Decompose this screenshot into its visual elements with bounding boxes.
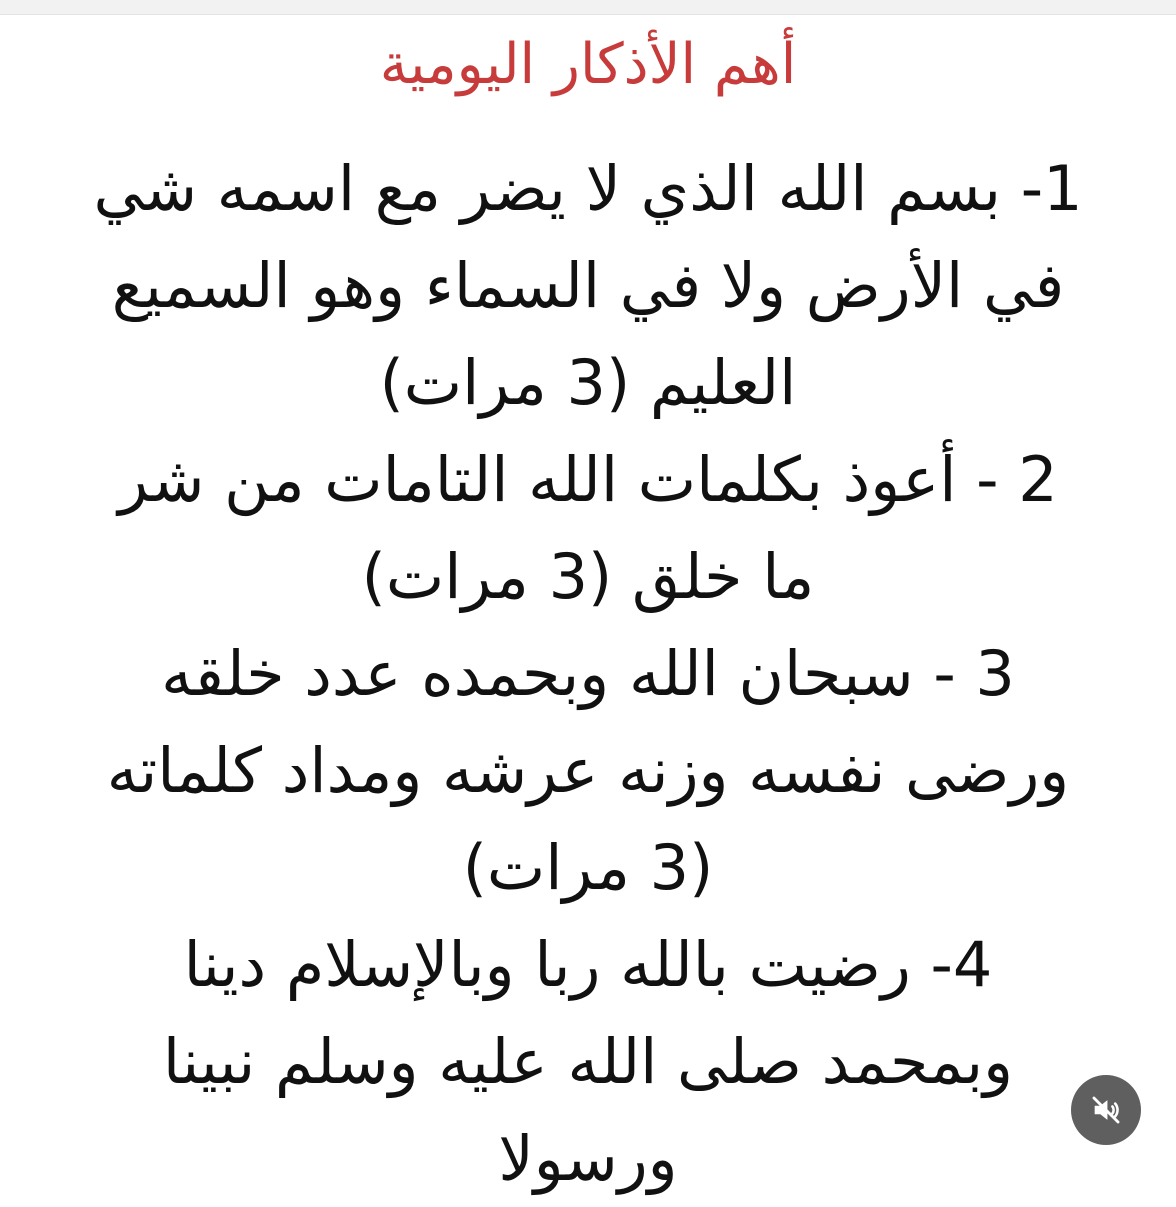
text-line: 3 - سبحان الله وبحمده عدد خلقه: [161, 637, 1015, 710]
top-strip: [0, 0, 1176, 15]
text-line: 2 - أعوذ بكلمات الله التامات من شر: [118, 443, 1058, 516]
text-line: 1- بسم الله الذي لا يضر مع اسمه شي: [93, 152, 1083, 225]
text-line: العليم (3 مرات): [379, 346, 797, 419]
dhikr-text: [50, 140, 1126, 1207]
text-line: ورضى نفسه وزنه عرشه ومداد كلماته: [106, 734, 1070, 807]
mute-button[interactable]: [1071, 1075, 1141, 1145]
text-line: ورسولا: [498, 1122, 678, 1195]
speaker-muted-icon: [1089, 1093, 1123, 1127]
text-line: ما خلق (3 مرات): [361, 540, 815, 613]
page-title: أهم الأذكار اليومية: [379, 32, 797, 97]
text-line: وبمحمد صلى الله عليه وسلم نبينا: [162, 1025, 1014, 1098]
text-line: 4- رضيت بالله ربا وبالإسلام دينا: [183, 928, 993, 1001]
text-line: في الأرض ولا في السماء وهو السميع: [111, 249, 1065, 322]
text-line: (3 مرات): [462, 831, 714, 904]
